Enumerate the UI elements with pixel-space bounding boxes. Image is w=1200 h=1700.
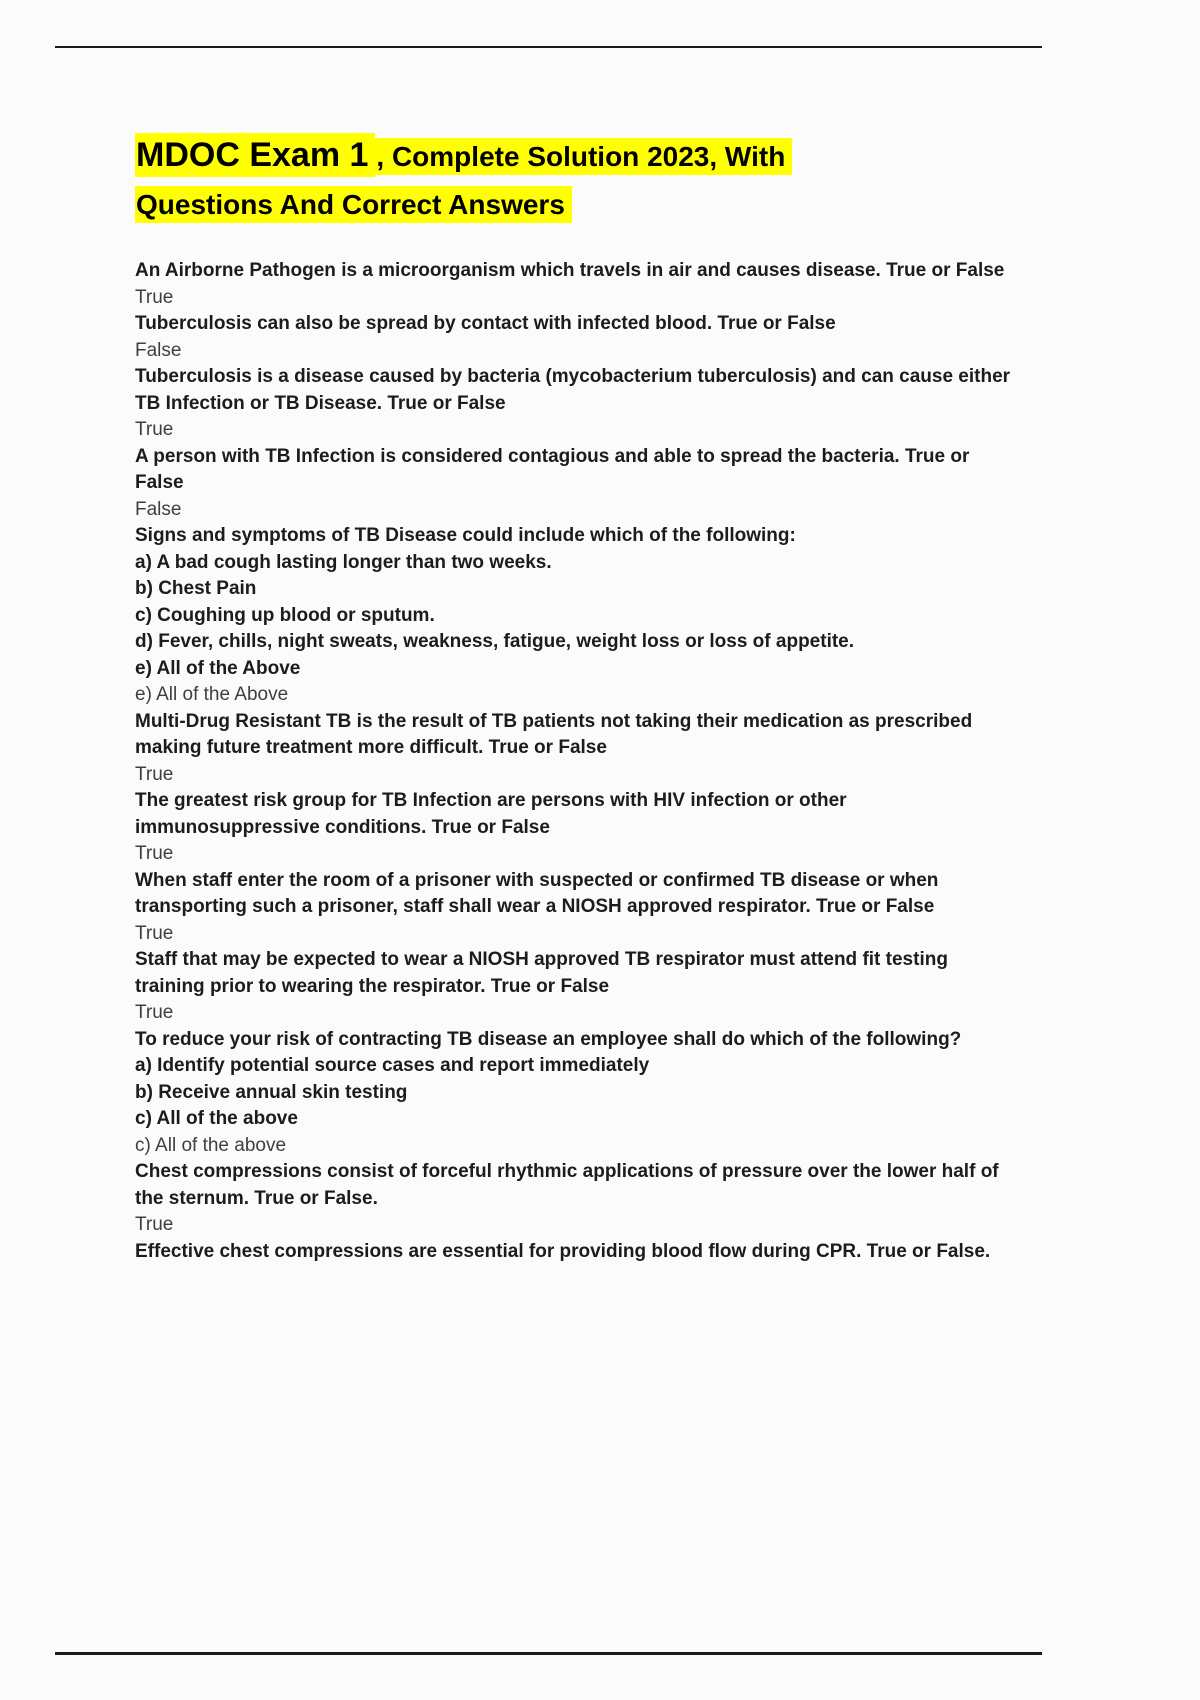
question-line: Tuberculosis is a disease caused by bacteria (mycobacterium tuberculosis) and can cause either TB Infection or TB Disease. True or False xyxy=(135,366,1011,414)
question-line: Effective chest compressions are essential for providing blood flow during CPR. True or False. xyxy=(135,1240,991,1262)
question-option-line: c) Coughing up blood or sputum. xyxy=(135,604,435,626)
question-option-line: a) Identify potential source cases and report immediately xyxy=(135,1055,650,1076)
question-option-line: b) Chest Pain xyxy=(135,578,257,599)
answer-line: True xyxy=(135,1214,174,1235)
title-line2: Questions And Correct Answers xyxy=(135,186,572,223)
answer-line: True xyxy=(135,843,174,864)
answer-line: True xyxy=(135,763,174,785)
question-line: An Airborne Pathogen is a microorganism which travels in air and causes disease. True or False xyxy=(135,260,1005,281)
question-line: Tuberculosis can also be spread by contact with infected blood. True or False xyxy=(135,313,836,334)
question-option-line: d) Fever, chills, night sweats, weakness, fatigue, weight loss or loss of appetite. xyxy=(135,631,855,652)
answer-line: True xyxy=(135,419,174,440)
document-title xyxy=(135,132,1020,228)
document-page xyxy=(135,132,1020,1265)
question-option-line: e) All of the Above xyxy=(135,657,301,679)
question-option-line: b) Receive annual skin testing xyxy=(135,1081,408,1103)
answer-line: True xyxy=(135,1002,174,1023)
answer-line: False xyxy=(135,339,182,361)
title-main: MDOC Exam 1 xyxy=(135,133,375,177)
answer-line: True xyxy=(135,922,174,944)
bottom-border-line xyxy=(55,1652,1042,1655)
title-rest: , Complete Solution 2023, With xyxy=(375,138,792,175)
question-line: To reduce your risk of contracting TB disease an employee shall do which of the following? xyxy=(135,1028,962,1050)
top-border-line xyxy=(55,46,1042,48)
answer-line: True xyxy=(135,286,174,308)
question-option-line: c) All of the above xyxy=(135,1108,298,1129)
question-line: Chest compressions consist of forceful rhythmic applications of pressure over the lower half of the sternum. True or False. xyxy=(135,1161,999,1209)
answer-line: e) All of the Above xyxy=(135,684,289,705)
question-option-line: a) A bad cough lasting longer than two weeks. xyxy=(135,551,552,573)
answer-line: False xyxy=(135,498,182,520)
question-line: A person with TB Infection is considered contagious and able to spread the bacteria. True or False xyxy=(135,445,970,493)
question-line: Staff that may be expected to wear a NIOSH approved TB respirator must attend fit testing training prior to wearing the respirator. True or False xyxy=(135,949,948,997)
question-line: The greatest risk group for TB Infection are persons with HIV infection or other immunosuppressive conditions. True or False xyxy=(135,790,847,838)
answer-line: c) All of the above xyxy=(135,1134,287,1156)
question-line: Signs and symptoms of TB Disease could include which of the following: xyxy=(135,525,796,546)
question-line: Multi-Drug Resistant TB is the result of TB patients not taking their medication as prescribed making future treatment more difficult. True or False xyxy=(135,710,973,758)
question-line: When staff enter the room of a prisoner with suspected or confirmed TB disease or when transporting such a prisoner, staff shall wear a NIOSH approved respirator. True or False xyxy=(135,869,939,917)
qa-list xyxy=(135,258,1020,1265)
